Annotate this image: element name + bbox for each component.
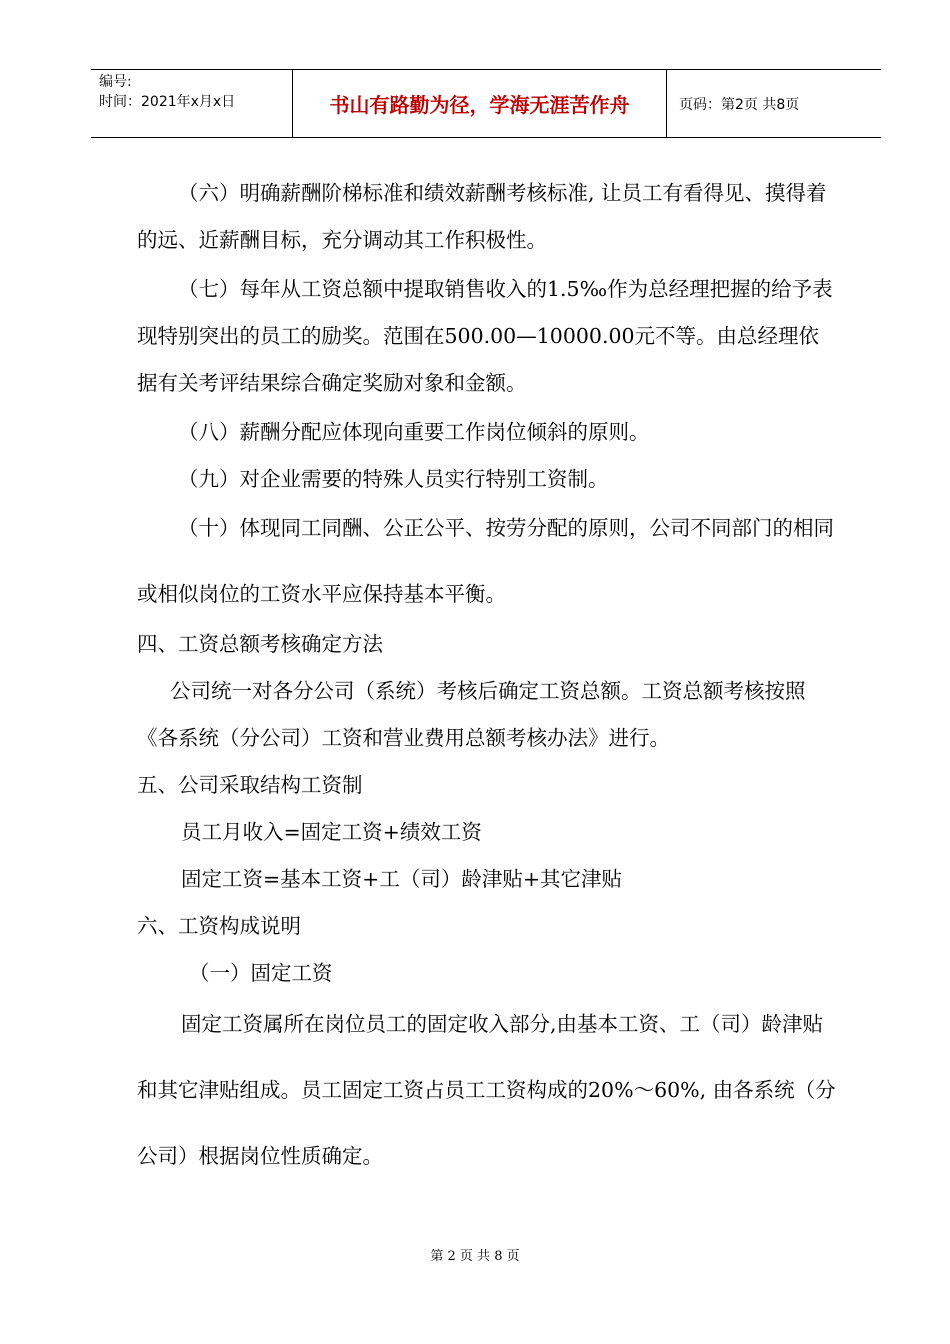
header-page-label: 页码：第2页 共8页 — [679, 96, 800, 113]
paragraph-9: （九）对企业需要的特殊人员实行特别工资制。 — [178, 467, 609, 491]
section-4-heading: 四、工资总额考核确定方法 — [137, 632, 383, 656]
number-label: 编号: — [99, 74, 132, 90]
paragraph-10: （十）体现同工同酬、公正公平、按劳分配的原则，公司不同部门的相同或相似岗位的工资水平应保持基本平衡。 — [137, 516, 834, 606]
page-footer: 第 2 页 共 8 页 — [430, 1249, 520, 1264]
formula-monthly-income: 员工月收入=固定工资+绩效工资 — [181, 820, 482, 844]
paragraph-7: （七）每年从工资总额中提取销售收入的1.5‰作为总经理把握的给予表现特别突出的员工的励奖。范围在500.00—10000.00元不等。由总经理依据有关考评结果综合确定奖励对象和金额。 — [137, 277, 833, 395]
paragraph-8: （八）薪酬分配应体现向重要工作岗位倾斜的原则。 — [178, 420, 650, 444]
section-4-body: 公司统一对各分公司（系统）考核后确定工资总额。工资总额考核按照《各系统（分公司）工资和营业费用总额考核办法》进行。 — [137, 679, 806, 750]
header-motto: 书山有路勤为径，学海无涯苦作舟 — [293, 70, 667, 137]
formula-fixed-wage: 固定工资=基本工资+工（司）龄津贴+其它津贴 — [181, 867, 623, 891]
section-5-heading: 五、公司采取结构工资制 — [137, 773, 363, 797]
header-meta — [91, 70, 293, 137]
section-6-heading: 六、工资构成说明 — [137, 914, 301, 938]
page-header — [91, 69, 881, 138]
fixed-wage-description: 固定工资属所在岗位员工的固定收入部分,由基本工资、工（司）龄津贴和其它津贴组成。员工固定工资占员工工资构成的20%～60%, 由各系统（分公司）根据岗位性质确定。 — [137, 1012, 836, 1168]
subsection-fixed-wage-heading: （一）固定工资 — [189, 961, 333, 985]
time-label: 时间：2021年x月x日 — [99, 94, 236, 110]
paragraph-6: （六）明确薪酬阶梯标准和绩效薪酬考核标准, 让员工有看得见、摸得着的远、近薪酬目标，充分调动其工作积极性。 — [137, 181, 827, 252]
document-body — [137, 170, 837, 1189]
